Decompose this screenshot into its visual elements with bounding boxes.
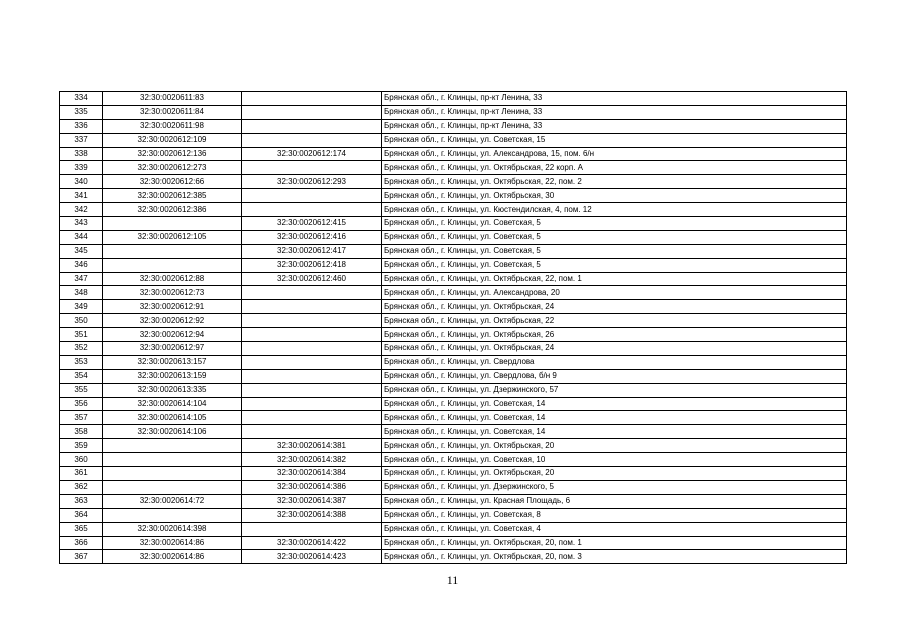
object-number-cell: 32:30:0020612:293 bbox=[242, 175, 382, 189]
object-number-cell bbox=[242, 161, 382, 175]
table-row bbox=[60, 203, 847, 217]
cadastral-number-cell: 32:30:0020611:98 bbox=[103, 119, 242, 133]
object-number-cell: 32:30:0020612:415 bbox=[242, 217, 382, 231]
row-number-cell: 360 bbox=[60, 453, 103, 467]
cadastral-number-cell: 32:30:0020612:94 bbox=[103, 328, 242, 342]
row-number-cell: 359 bbox=[60, 439, 103, 453]
row-number-cell: 341 bbox=[60, 189, 103, 203]
address-cell: Брянская обл., г. Клинцы, ул. Советская, 5 bbox=[382, 258, 847, 272]
table-row bbox=[60, 550, 847, 564]
cadastral-number-cell: 32:30:0020613:335 bbox=[103, 383, 242, 397]
table-row bbox=[60, 230, 847, 244]
address-cell: Брянская обл., г. Клинцы, ул. Октябрьская, 22, пом. 2 bbox=[382, 175, 847, 189]
row-number-cell: 345 bbox=[60, 244, 103, 258]
table-row bbox=[60, 217, 847, 231]
row-number-cell: 358 bbox=[60, 425, 103, 439]
object-number-cell: 32:30:0020612:416 bbox=[242, 230, 382, 244]
address-cell: Брянская обл., г. Клинцы, ул. Советская, 4 bbox=[382, 522, 847, 536]
row-number-cell: 338 bbox=[60, 147, 103, 161]
address-cell: Брянская обл., г. Клинцы, ул. Советская, 5 bbox=[382, 217, 847, 231]
address-cell: Брянская обл., г. Клинцы, ул. Советская, 14 bbox=[382, 411, 847, 425]
cadastral-number-cell: 32:30:0020612:385 bbox=[103, 189, 242, 203]
object-number-cell bbox=[242, 314, 382, 328]
row-number-cell: 362 bbox=[60, 480, 103, 494]
address-cell: Брянская обл., г. Клинцы, ул. Советская, 15 bbox=[382, 133, 847, 147]
row-number-cell: 353 bbox=[60, 355, 103, 369]
table-row bbox=[60, 175, 847, 189]
object-number-cell: 32:30:0020614:422 bbox=[242, 536, 382, 550]
address-cell: Брянская обл., г. Клинцы, ул. Александрова, 20 bbox=[382, 286, 847, 300]
cadastral-number-cell: 32:30:0020612:97 bbox=[103, 342, 242, 356]
table-row bbox=[60, 328, 847, 342]
object-number-cell: 32:30:0020614:381 bbox=[242, 439, 382, 453]
address-cell: Брянская обл., г. Клинцы, ул. Советская, 14 bbox=[382, 397, 847, 411]
cadastral-number-cell: 32:30:0020614:104 bbox=[103, 397, 242, 411]
object-number-cell bbox=[242, 300, 382, 314]
address-cell: Брянская обл., г. Клинцы, ул. Октябрьская, 22 bbox=[382, 314, 847, 328]
address-cell: Брянская обл., г. Клинцы, ул. Октябрьская, 22 корп. А bbox=[382, 161, 847, 175]
cadastral-number-cell: 32:30:0020612:386 bbox=[103, 203, 242, 217]
cadastral-number-cell bbox=[103, 244, 242, 258]
row-number-cell: 364 bbox=[60, 508, 103, 522]
row-number-cell: 355 bbox=[60, 383, 103, 397]
object-number-cell bbox=[242, 286, 382, 300]
object-number-cell bbox=[242, 411, 382, 425]
table-row bbox=[60, 300, 847, 314]
table-row bbox=[60, 480, 847, 494]
row-number-cell: 357 bbox=[60, 411, 103, 425]
row-number-cell: 337 bbox=[60, 133, 103, 147]
table-row bbox=[60, 189, 847, 203]
cadastral-number-cell: 32:30:0020614:106 bbox=[103, 425, 242, 439]
address-cell: Брянская обл., г. Клинцы, ул. Октябрьская, 22, пом. 1 bbox=[382, 272, 847, 286]
object-number-cell bbox=[242, 342, 382, 356]
table-row bbox=[60, 397, 847, 411]
table-row bbox=[60, 425, 847, 439]
table-row bbox=[60, 355, 847, 369]
address-cell: Брянская обл., г. Клинцы, ул. Свердлова, б/н 9 bbox=[382, 369, 847, 383]
object-number-cell bbox=[242, 328, 382, 342]
row-number-cell: 350 bbox=[60, 314, 103, 328]
table-row bbox=[60, 522, 847, 536]
address-cell: Брянская обл., г. Клинцы, ул. Свердлова bbox=[382, 355, 847, 369]
object-number-cell bbox=[242, 369, 382, 383]
cadastral-number-cell: 32:30:0020612:73 bbox=[103, 286, 242, 300]
object-number-cell: 32:30:0020612:418 bbox=[242, 258, 382, 272]
registry-table-body bbox=[60, 92, 847, 564]
row-number-cell: 367 bbox=[60, 550, 103, 564]
address-cell: Брянская обл., г. Клинцы, ул. Александрова, 15, пом. 6/н bbox=[382, 147, 847, 161]
object-number-cell: 32:30:0020612:460 bbox=[242, 272, 382, 286]
row-number-cell: 342 bbox=[60, 203, 103, 217]
table-row bbox=[60, 133, 847, 147]
table-row bbox=[60, 536, 847, 550]
address-cell: Брянская обл., г. Клинцы, ул. Красная Площадь, 6 bbox=[382, 494, 847, 508]
table-row bbox=[60, 453, 847, 467]
cadastral-number-cell: 32:30:0020614:398 bbox=[103, 522, 242, 536]
cadastral-number-cell: 32:30:0020613:157 bbox=[103, 355, 242, 369]
cadastral-number-cell bbox=[103, 453, 242, 467]
address-cell: Брянская обл., г. Клинцы, ул. Октябрьская, 26 bbox=[382, 328, 847, 342]
object-number-cell: 32:30:0020614:384 bbox=[242, 467, 382, 481]
row-number-cell: 339 bbox=[60, 161, 103, 175]
table-row bbox=[60, 161, 847, 175]
cadastral-number-cell: 32:30:0020612:136 bbox=[103, 147, 242, 161]
address-cell: Брянская обл., г. Клинцы, ул. Октябрьская, 24 bbox=[382, 300, 847, 314]
address-cell: Брянская обл., г. Клинцы, пр-кт Ленина, 33 bbox=[382, 105, 847, 119]
object-number-cell: 32:30:0020614:386 bbox=[242, 480, 382, 494]
address-cell: Брянская обл., г. Клинцы, ул. Октябрьская, 30 bbox=[382, 189, 847, 203]
object-number-cell bbox=[242, 397, 382, 411]
address-cell: Брянская обл., г. Клинцы, ул. Октябрьская, 20 bbox=[382, 467, 847, 481]
row-number-cell: 354 bbox=[60, 369, 103, 383]
row-number-cell: 365 bbox=[60, 522, 103, 536]
cadastral-number-cell bbox=[103, 480, 242, 494]
cadastral-number-cell: 32:30:0020613:159 bbox=[103, 369, 242, 383]
table-row bbox=[60, 272, 847, 286]
row-number-cell: 352 bbox=[60, 342, 103, 356]
object-number-cell: 32:30:0020614:423 bbox=[242, 550, 382, 564]
cadastral-number-cell: 32:30:0020612:273 bbox=[103, 161, 242, 175]
row-number-cell: 346 bbox=[60, 258, 103, 272]
property-registry-table bbox=[59, 91, 847, 564]
table-row bbox=[60, 467, 847, 481]
row-number-cell: 347 bbox=[60, 272, 103, 286]
table-row bbox=[60, 147, 847, 161]
table-row bbox=[60, 105, 847, 119]
row-number-cell: 335 bbox=[60, 105, 103, 119]
object-number-cell bbox=[242, 522, 382, 536]
cadastral-number-cell: 32:30:0020614:72 bbox=[103, 494, 242, 508]
table-row bbox=[60, 92, 847, 106]
table-row bbox=[60, 286, 847, 300]
address-cell: Брянская обл., г. Клинцы, ул. Дзержинского, 57 bbox=[382, 383, 847, 397]
address-cell: Брянская обл., г. Клинцы, ул. Советская, 14 bbox=[382, 425, 847, 439]
cadastral-number-cell: 32:30:0020612:88 bbox=[103, 272, 242, 286]
table-row bbox=[60, 383, 847, 397]
address-cell: Брянская обл., г. Клинцы, ул. Октябрьская, 24 bbox=[382, 342, 847, 356]
object-number-cell bbox=[242, 189, 382, 203]
table-row bbox=[60, 258, 847, 272]
object-number-cell bbox=[242, 119, 382, 133]
address-cell: Брянская обл., г. Клинцы, ул. Советская, 10 bbox=[382, 453, 847, 467]
row-number-cell: 336 bbox=[60, 119, 103, 133]
cadastral-number-cell: 32:30:0020614:86 bbox=[103, 536, 242, 550]
row-number-cell: 366 bbox=[60, 536, 103, 550]
address-cell: Брянская обл., г. Клинцы, ул. Советская, 5 bbox=[382, 244, 847, 258]
row-number-cell: 348 bbox=[60, 286, 103, 300]
object-number-cell: 32:30:0020614:388 bbox=[242, 508, 382, 522]
cadastral-number-cell: 32:30:0020614:86 bbox=[103, 550, 242, 564]
cadastral-number-cell: 32:30:0020612:66 bbox=[103, 175, 242, 189]
row-number-cell: 351 bbox=[60, 328, 103, 342]
table-row bbox=[60, 244, 847, 258]
row-number-cell: 361 bbox=[60, 467, 103, 481]
object-number-cell bbox=[242, 105, 382, 119]
object-number-cell: 32:30:0020614:382 bbox=[242, 453, 382, 467]
object-number-cell: 32:30:0020612:417 bbox=[242, 244, 382, 258]
address-cell: Брянская обл., г. Клинцы, пр-кт Ленина, 33 bbox=[382, 92, 847, 106]
table-row bbox=[60, 119, 847, 133]
table-row bbox=[60, 369, 847, 383]
table-row bbox=[60, 508, 847, 522]
object-number-cell bbox=[242, 383, 382, 397]
address-cell: Брянская обл., г. Клинцы, ул. Октябрьская, 20, пом. 1 bbox=[382, 536, 847, 550]
table-row bbox=[60, 411, 847, 425]
address-cell: Брянская обл., г. Клинцы, ул. Дзержинского, 5 bbox=[382, 480, 847, 494]
table-row bbox=[60, 314, 847, 328]
object-number-cell: 32:30:0020612:174 bbox=[242, 147, 382, 161]
cadastral-number-cell: 32:30:0020612:92 bbox=[103, 314, 242, 328]
address-cell: Брянская обл., г. Клинцы, ул. Советская, 8 bbox=[382, 508, 847, 522]
row-number-cell: 344 bbox=[60, 230, 103, 244]
table-row bbox=[60, 342, 847, 356]
cadastral-number-cell bbox=[103, 467, 242, 481]
row-number-cell: 343 bbox=[60, 217, 103, 231]
cadastral-number-cell: 32:30:0020611:83 bbox=[103, 92, 242, 106]
cadastral-number-cell bbox=[103, 439, 242, 453]
row-number-cell: 334 bbox=[60, 92, 103, 106]
object-number-cell bbox=[242, 92, 382, 106]
cadastral-number-cell: 32:30:0020612:105 bbox=[103, 230, 242, 244]
object-number-cell: 32:30:0020614:387 bbox=[242, 494, 382, 508]
row-number-cell: 363 bbox=[60, 494, 103, 508]
row-number-cell: 340 bbox=[60, 175, 103, 189]
object-number-cell bbox=[242, 133, 382, 147]
cadastral-number-cell bbox=[103, 258, 242, 272]
address-cell: Брянская обл., г. Клинцы, ул. Советская, 5 bbox=[382, 230, 847, 244]
cadastral-number-cell bbox=[103, 217, 242, 231]
table-row bbox=[60, 494, 847, 508]
address-cell: Брянская обл., г. Клинцы, пр-кт Ленина, 33 bbox=[382, 119, 847, 133]
row-number-cell: 349 bbox=[60, 300, 103, 314]
table-row bbox=[60, 439, 847, 453]
address-cell: Брянская обл., г. Клинцы, ул. Октябрьская, 20, пом. 3 bbox=[382, 550, 847, 564]
page-number: 11 bbox=[446, 573, 459, 587]
object-number-cell bbox=[242, 355, 382, 369]
address-cell: Брянская обл., г. Клинцы, ул. Октябрьская, 20 bbox=[382, 439, 847, 453]
cadastral-number-cell: 32:30:0020611:84 bbox=[103, 105, 242, 119]
row-number-cell: 356 bbox=[60, 397, 103, 411]
address-cell: Брянская обл., г. Клинцы, ул. Кюстендилская, 4, пом. 12 bbox=[382, 203, 847, 217]
object-number-cell bbox=[242, 203, 382, 217]
cadastral-number-cell bbox=[103, 508, 242, 522]
cadastral-number-cell: 32:30:0020614:105 bbox=[103, 411, 242, 425]
object-number-cell bbox=[242, 425, 382, 439]
cadastral-number-cell: 32:30:0020612:109 bbox=[103, 133, 242, 147]
cadastral-number-cell: 32:30:0020612:91 bbox=[103, 300, 242, 314]
